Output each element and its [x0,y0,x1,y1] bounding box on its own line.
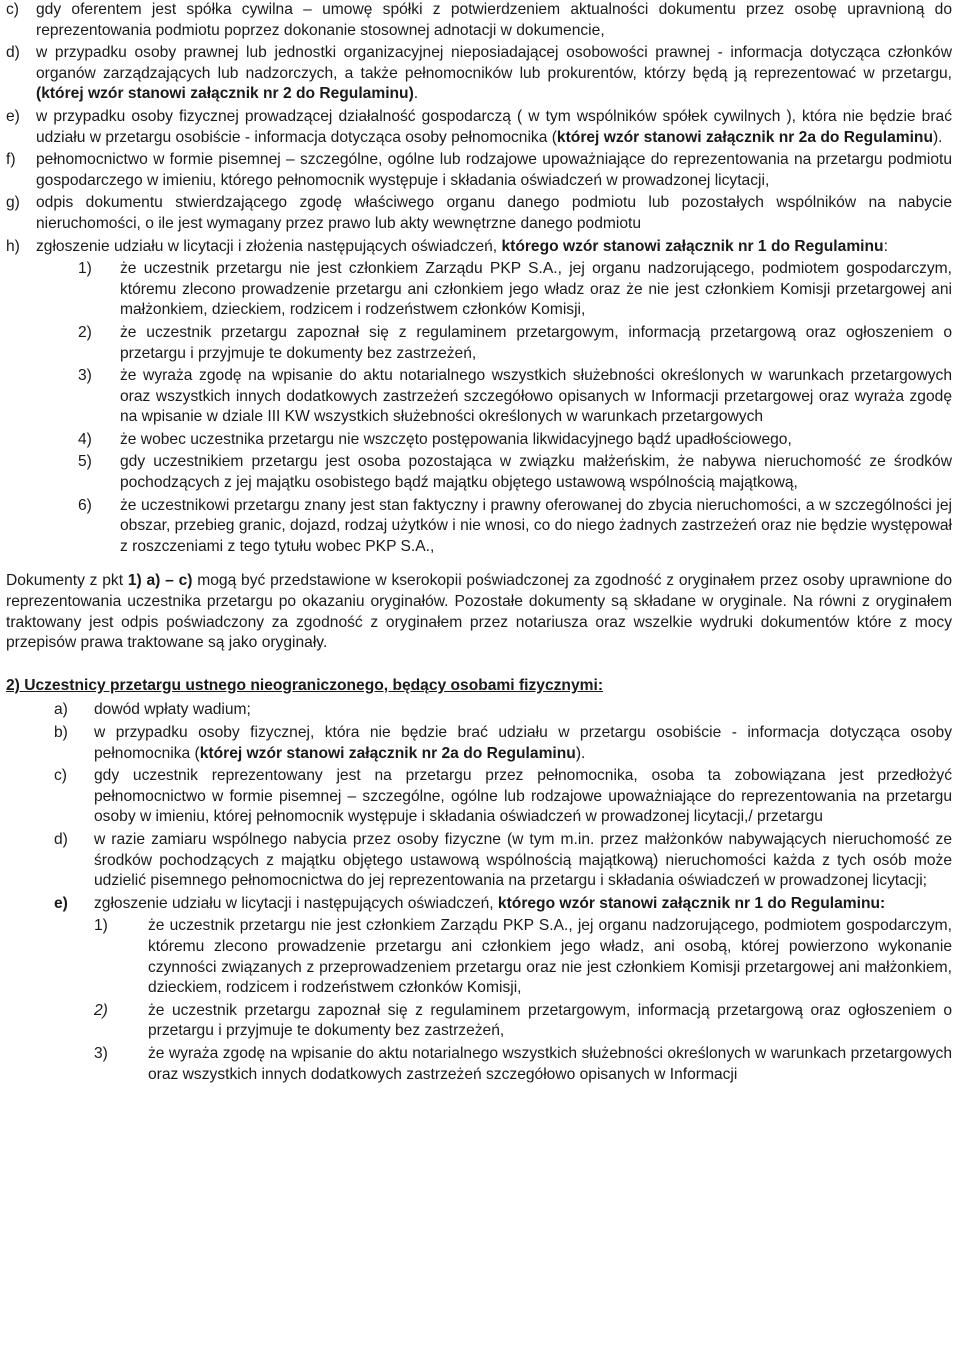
item-text-plain: w przypadku osoby fizycznej, która nie będzie brać udziału w przetargu osobiście - informacja dotycząca osoby pełnomocnika ( [94,724,952,762]
item-text-bold: której wzór stanowi załącznik nr 2a do Regulaminu [199,744,576,762]
list-item-f [6,150,952,191]
sub-item-label: 1) [94,917,108,935]
item-label: c) [6,1,19,18]
item-label: d) [54,830,68,848]
sub-item-label: 3) [78,367,92,385]
paragraph-text-post: mogą być przedstawione w kserokopii poświadczonej za zgodność z oryginałem przez osoby uprawnione do reprezentowania uczestnika przetargu po okazaniu oryginałów. Pozostałe dokumenty są składane w oryginale. Na równi z oryginałem traktowany jest odpis poświadczony za zgodność z oryginałem przez notariusza oraz wszelkie wydruki dokumentów które z mocy przepisów prawa traktowane są jako oryginały. [6,572,952,652]
sub-item-text: że wyraża zgodę na wpisanie do aktu notarialnego wszystkich służebności określonych w warunkach przetargowych oraz wszystkich innych dodatkowych zastrzeżeń szczegółowo opisanych w Informacji [148,1044,952,1083]
item-label: g) [6,194,20,212]
item-text [94,723,952,764]
item-label: h) [6,237,20,255]
item-label: f) [6,151,16,169]
item-text [94,894,952,915]
item-label: d) [6,44,20,62]
sub-item-label: 5) [78,453,92,471]
sub-item-text: że uczestnikowi przetargu znany jest stan faktyczny i prawny oferowanej do zbycia nieruchomości, a w szczególności jej obszar, przebieg granic, dojazd, rodzaj użytków i nie wnosi, co do niego żadnych zastrzeżeń oraz nie będzie występował z roszczeniami z tego tytułu wobec PKP S.A., [120,496,952,555]
documents-paragraph [6,571,952,653]
sub-item-label: 2) [78,323,92,341]
item-label: e) [54,894,68,912]
section-title: 2) Uczestnicy przetargu ustnego nieograniczonego, będący osobami fizycznymi: [6,676,604,694]
sub-item-label: 2) [94,1001,108,1019]
list-item-a [6,700,952,721]
list-item-b [6,723,952,764]
item-text-tail: : [883,237,888,255]
sub-item-text: że wyraża zgodę na wpisanie do aktu notarialnego wszystkich służebności określonych w warunkach przetargowych oraz wszystkich innych dodatkowych zastrzeżeń szczegółowo opisanych w Informacji przetargowej oraz wyraża zgodę na wpisanie w dziale III KW wszystkich służebności określonych w warunkach przetargowych [120,367,952,426]
item-text-plain: w przypadku osoby prawnej lub jednostki organizacyjnej nieposiadającej osobowości prawnej - informacja dotycząca członków organów zarządzających lub nadzorczych, a także pełnomocników lub prokurentów, którzy będą ją reprezentować w przetargu, [36,44,952,82]
sub-item [94,916,952,998]
list-item-d [6,43,952,105]
sub-item-text: gdy uczestnikiem przetargu jest osoba pozostająca w związku małżeńskim, że nabywa nieruchomość ze środków pochodzących z jej majątku osobistego bądź majątku objętego ustawową wspólnością majątkową, [120,453,952,492]
item-text-tail: . [413,85,419,103]
list-item-c [6,0,952,41]
item-text [36,237,952,258]
item-text [36,43,952,105]
sub-item [78,366,952,428]
section-2 [6,676,952,1085]
item-text [36,107,952,148]
sub-item [78,430,952,451]
item-text-bold: której wzór stanowi załącznik nr 2a do Regulaminu [556,128,933,146]
list-item-h [6,237,952,258]
list-item-d [6,830,952,892]
sub-item [78,496,952,558]
item-text-plain: zgłoszenie udziału w licytacji i złożenia następujących oświadczeń, [36,237,502,255]
sub-item-text: że uczestnik przetargu zapoznał się z regulaminem przetargowym, informacją przetargową oraz ogłoszeniem o przetargu i przyjmuje te dokumenty bez zastrzeżeń, [120,323,952,362]
item-text-tail: ). [932,128,943,146]
item-text-bold: którego wzór stanowi załącznik nr 1 do Regulaminu: [497,894,886,912]
sub-item-label: 4) [78,430,92,448]
item-text-tail: ). [575,744,586,762]
item-text: pełnomocnictwo w formie pisemnej – szczególne, ogólne lub rodzajowe upoważniające do reprezentowania na przetargu podmiotu gospodarczego w imieniu, którego pełnomocnik występuje i składania oświadczeń w prowadzonej licytacji, [36,151,952,189]
item-label: c) [54,767,67,785]
sub-item [94,1044,952,1085]
item-text-plain: zgłoszenie udziału w licytacji i następujących oświadczeń, [94,894,498,912]
item-text: gdy oferentem jest spółka cywilna – umowę spółki z potwierdzeniem aktualności dokumentu przez osobę upravnioną do reprezentowania podmiotu poprzez dokonanie stosownej adnotacji w dokumencie, [36,1,952,39]
item-text-plain: w przypadku osoby fizycznej prowadzącej działalność gospodarczą ( w tym wspólników spółek cywilnych ), która nie będzie brać udziału w przetargu osobiście - informacja dotycząca osoby pełnomocnika ( [36,107,952,146]
item-label: e) [6,107,20,125]
paragraph-text-pre: Dokumenty z pkt [6,572,128,590]
sub-item [78,452,952,493]
sub-item-text: że uczestnik przetargu nie jest członkiem Zarządu PKP S.A., jej organu nadzorującego, podmiotem gospodarczym, któremu zlecono prowadzenie przetargu ani członkiem jego władz, ani osobą, której powierzono wykonanie czynności związanych z przeprowadzeniem przetargu oraz nie jest członkiem Komisji przetargowej ani małżonkiem, dzieckiem, rodzicem i rodzeństwem członków Komisji, [148,917,952,997]
item-text-bold: którego wzór stanowi załącznik nr 1 do Regulaminu [501,237,884,255]
item-text: dowód wpłaty wadium; [94,701,251,719]
sub-item-text: że uczestnik przetargu zapoznał się z regulaminem przetargowym, informacją przetargową oraz ogłoszeniem o przetargu i przyjmuje te dokumenty bez zastrzeżeń, [148,1001,952,1040]
sub-item [94,1001,952,1042]
list-item-c [6,766,952,828]
item-label: a) [54,701,68,719]
sub-item-label: 6) [78,496,92,514]
item-text: gdy uczestnik reprezentowany jest na przetargu przez pełnomocnika, osoba ta zobowiązana jest przedłożyć pełnomocnictwo w formie pisemnej – szczególne, ogólne lub rodzajowe upoważniające do reprezentowania na przetargu osoby w imieniu, której pełnomocnik występuje i składania oświadczeń w prowadzonej licytacji,/ przetargu [94,767,952,826]
list-item-g [6,193,952,234]
item-label: b) [54,724,68,741]
sub-item-label: 1) [78,260,92,278]
list-item-e [6,894,952,915]
sub-item-text: że wobec uczestnika przetargu nie wszczęto postępowania likwidacyjnego bądź upadłościowego, [120,430,792,448]
sub-item [78,259,952,321]
item-text: w razie zamiaru wspólnego nabycia przez osoby fizyczne (w tym m.in. przez małżonków nabywających nieruchomość ze środków pochodzących z majątku objętego ustawową wspólnością majątkową) nieruchomości każda z tych osób może udzielić pisemnego pełnomocnictwa do jej reprezentowania na przetargu i składania oświadczeń w prowadzonej licytacji; [94,830,952,890]
sub-item [78,323,952,364]
paragraph-text-bold: 1) a) – c) [127,572,193,590]
item-text: odpis dokumentu stwierdzającego zgodę właściwego organu danego podmiotu lub pozostałych wspólników na nabycie nieruchomości, o ile jest wymagany przez prawo lub akty wewnętrzne danego podmiotu [36,194,952,232]
item-text-bold: (której wzór stanowi załącznik nr 2 do Regulaminu) [36,85,414,103]
list-item-e [6,107,952,148]
sub-item-label: 3) [94,1044,108,1062]
sub-item-text: że uczestnik przetargu nie jest członkiem Zarządu PKP S.A., jej organu nadzorującego, podmiotem gospodarczym, któremu zlecono prowadzenie przetargu ani członkiem jego władz oraz że nie jest członkiem Komisji przetargowej ani małżonkiem, dzieckiem, rodzicem i rodzeństwem członków Komisji, [120,260,952,319]
